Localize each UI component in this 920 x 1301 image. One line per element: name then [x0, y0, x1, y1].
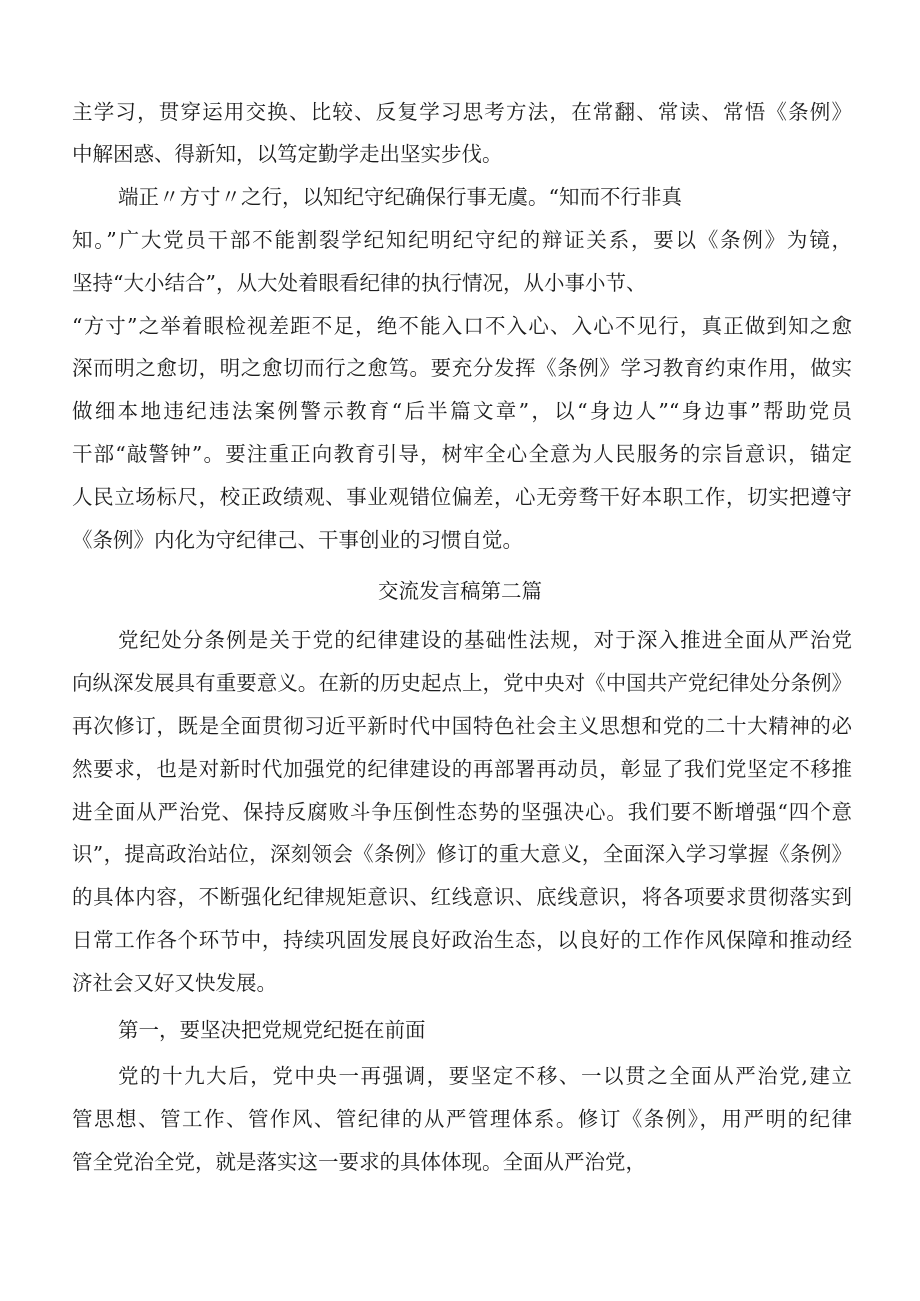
text-line-9: 干部“敲警钟”。要注重正向教育引导，树牢全心全意为人民服务的宗旨意识，锚定 [72, 442, 852, 466]
text-line-11: 《条例》内化为守纪律己、干事创业的习惯自觉。 [72, 528, 523, 552]
text-line-2: 中解困惑、得新知，以笃定勤学走出坚实步伐。 [72, 142, 503, 166]
text-line-14: 向纵深发展具有重要意义。在新的历史起点上，党中央对《中国共产党纪律处分条例》 [72, 671, 852, 695]
text-line-4: 知。”广大党员干部不能割裂学纪知纪明纪守纪的辩证关系，要以《条例》为镜， [72, 228, 852, 252]
text-line-25: 管全党治全党，就是落实这一要求的具体体现。全面从严治党， [72, 1150, 646, 1174]
text-line-7: 深而明之愈切，明之愈切而行之愈笃。要充分发挥《条例》学习教育约束作用，做实 [72, 356, 852, 380]
subheading-first: 第一，要坚决把党规党纪挺在前面 [118, 1018, 426, 1042]
text-line-21: 济社会又好又快发展。 [72, 971, 277, 995]
text-line-13: 党纪处分条例是关于党的纪律建设的基础性法规，对于深入推进全面从严治党 [118, 628, 852, 652]
text-line-6: “方寸”之举着眼检视差距不足，绝不能入口不入心、入心不见行，真正做到知之愈 [72, 314, 852, 338]
text-line-18: 识”，提高政治站位，深刻领会《条例》修订的重大意义，全面深入学习掌握《条例》 [72, 842, 852, 866]
text-line-20: 日常工作各个环节中，持续巩固发展良好政治生态，以良好的工作作风保障和推动经 [72, 928, 852, 952]
text-line-19: 的具体内容，不断强化纪律规矩意识、红线意识、底线意识，将各项要求贯彻落实到 [72, 885, 852, 909]
text-line-17: 进全面从严治党、保持反腐败斗争压倒性态势的坚强决心。我们要不断增强“四个意 [72, 800, 852, 824]
text-line-8: 做细本地违纪违法案例警示教育“后半篇文章”，以“身边人”“身边事”帮助党员 [72, 399, 852, 423]
section-heading: 交流发言稿第二篇 [378, 579, 542, 603]
text-line-1: 主学习，贯穿运用交换、比较、反复学习思考方法，在常翻、常读、常悟《条例》 [72, 100, 852, 124]
text-line-15: 再次修订，既是全面贯彻习近平新时代中国特色社会主义思想和党的二十大精神的必 [72, 714, 852, 738]
text-line-16: 然要求，也是对新时代加强党的纪律建设的再部署再动员，彰显了我们党坚定不移推 [72, 757, 852, 781]
text-line-3: 端正〃方寸〃之行，以知纪守纪确保行事无虞。“知而不行非真 [118, 185, 682, 209]
text-line-5: 坚持“大小结合”，从大处着眼看纪律的执行情况，从小事小节、 [72, 271, 647, 295]
text-line-23: 党的十九大后，党中央一再强调，要坚定不移、一以贯之全面从严治党,建立 [118, 1064, 852, 1088]
text-line-24: 管思想、管工作、管作风、管纪律的从严管理体系。修订《条例》，用严明的纪律 [72, 1107, 852, 1131]
text-line-10: 人民立场标尺，校正政绩观、事业观错位偏差，心无旁骛干好本职工作，切实把遵守 [72, 485, 852, 509]
